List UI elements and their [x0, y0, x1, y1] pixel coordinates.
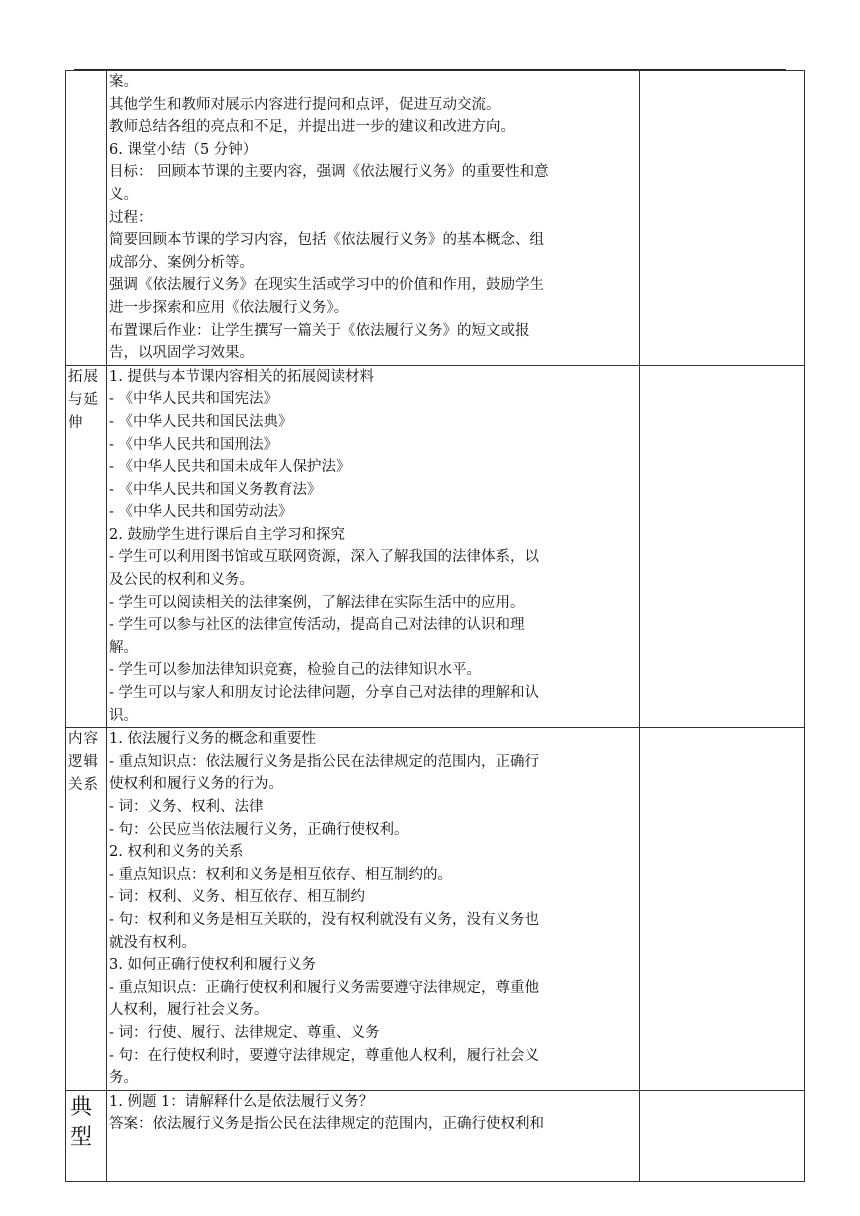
content-line: 2. 鼓励学生进行课后自主学习和探究 [109, 526, 345, 543]
content-line: 案。 [109, 74, 138, 90]
row-label-cell [66, 1090, 107, 1181]
content-line: - 《中华人民共和国未成年人保护法》 [109, 459, 351, 476]
content-line: - 词：权利、义务、相互依存、相互制约 [109, 889, 366, 906]
content-line: 1. 依法履行义务的概念和重要性 [109, 731, 316, 748]
content-line: - 学生可以利用图书馆或互联网资源，深入了解我国的法律体系，以 [109, 549, 540, 566]
content-line: 务。 [109, 1070, 138, 1087]
content-line: - 《中华人民共和国民法典》 [109, 413, 293, 430]
content-line: - 学生可以与家人和朋友讨论法律问题，分享自己对法律的理解和认 [109, 685, 540, 702]
content-line: 3. 如何正确行使权利和履行义务 [109, 957, 316, 974]
content-line: - 句：公民应当依法履行义务，正确行使权利。 [109, 821, 409, 838]
content-line: 目标： 回顾本节课的主要内容，强调《依法履行义务》的重要性和意 [109, 164, 549, 181]
table-row [66, 1090, 805, 1181]
content-line: - 句：权利和义务是相互关联的，没有权利就没有义务，没有义务也 [109, 911, 540, 928]
content-line: - 学生可以阅读相关的法律案例，了解法律在实际生活中的应用。 [109, 594, 525, 611]
content-line: - 《中华人民共和国劳动法》 [109, 504, 293, 521]
content-line: - 重点知识点：权利和义务是相互依存、相互制约的。 [109, 866, 453, 883]
content-line: 教师总结各组的亮点和不足，并提出进一步的建议和改进方向。 [109, 119, 515, 136]
row-content [107, 366, 639, 728]
content-line: - 《中华人民共和国刑法》 [109, 436, 279, 453]
content-line: 解。 [109, 639, 138, 656]
content-line: 人权利，履行社会义务。 [109, 1002, 269, 1019]
content-line: 答案：依法履行义务是指公民在法律规定的范围内，正确行使权利和 [109, 1116, 544, 1133]
content-line: - 词：义务、权利、法律 [109, 799, 264, 815]
content-line: 其他学生和教师对展示内容进行提问和点评，促进互动交流。 [109, 96, 501, 113]
content-line: 义。 [109, 186, 138, 203]
row-notes-cell [640, 1090, 805, 1181]
content-line: - 重点知识点：正确行使权利和履行义务需要遵守法律规定，尊重他 [109, 979, 540, 996]
table-row [66, 71, 805, 366]
row-label-cell [66, 365, 107, 728]
content-line: 成部分、案例分析等。 [109, 254, 254, 271]
content-line: 2. 权利和义务的关系 [109, 844, 244, 861]
row-content-cell [107, 71, 640, 366]
content-line: 使权利和履行义务的行为。 [109, 776, 283, 793]
row-content-cell [107, 1090, 640, 1181]
content-line: - 学生可以参加法律知识竞赛，检验自己的法律知识水平。 [109, 662, 482, 679]
content-line: - 词：行使、履行、法律规定、尊重、义务 [109, 1024, 380, 1041]
row-label: 拓展与延伸 [68, 368, 99, 431]
content-line: 就没有权利。 [109, 934, 196, 951]
content-line: 告，以巩固学习效果。 [109, 345, 254, 362]
row-notes-cell [640, 728, 805, 1091]
table-row [66, 728, 805, 1091]
lesson-plan-table [65, 70, 805, 1182]
row-content-cell [107, 365, 640, 728]
lesson-plan-body [66, 71, 805, 1182]
content-line: 简要回顾本节课的学习内容，包括《依法履行义务》的基本概念、组 [109, 232, 544, 249]
table-row [66, 365, 805, 728]
content-line: 强调《依法履行义务》在现实生活或学习中的价值和作用，鼓励学生 [109, 277, 544, 294]
content-line: 过程： [109, 209, 153, 226]
content-line: 及公民的权利和义务。 [109, 572, 254, 589]
row-content-cell [107, 728, 640, 1091]
content-line: - 句：在行使权利时，要遵守法律规定，尊重他人权利，履行社会义 [109, 1047, 540, 1064]
content-line: 进一步探索和应用《依法履行义务》。 [109, 299, 349, 316]
row-label: 典型 [70, 1094, 93, 1150]
content-line: - 学生可以参与社区的法律宣传活动，提高自己对法律的认识和理 [109, 617, 525, 634]
row-label: 内容逻辑关系 [68, 731, 99, 794]
row-content [107, 71, 639, 365]
content-line: 1. 例题 1：请解释什么是依法履行义务？ [109, 1093, 374, 1110]
content-line: 6. 课堂小结（5 分钟） [109, 141, 258, 158]
row-label-cell [66, 71, 107, 366]
content-line: 布置课后作业：让学生撰写一篇关于《依法履行义务》的短文或报 [109, 322, 530, 339]
row-notes-cell [640, 71, 805, 366]
content-line: 识。 [109, 707, 138, 724]
content-line: - 《中华人民共和国宪法》 [109, 391, 279, 408]
content-line: - 重点知识点：依法履行义务是指公民在法律规定的范围内，正确行 [109, 753, 540, 770]
row-label-cell [66, 728, 107, 1091]
row-content [107, 728, 639, 1090]
row-notes-cell [640, 365, 805, 728]
content-line: - 《中华人民共和国义务教育法》 [109, 481, 322, 498]
content-line: 1. 提供与本节课内容相关的拓展阅读材料 [109, 368, 374, 385]
row-content [107, 1091, 639, 1136]
